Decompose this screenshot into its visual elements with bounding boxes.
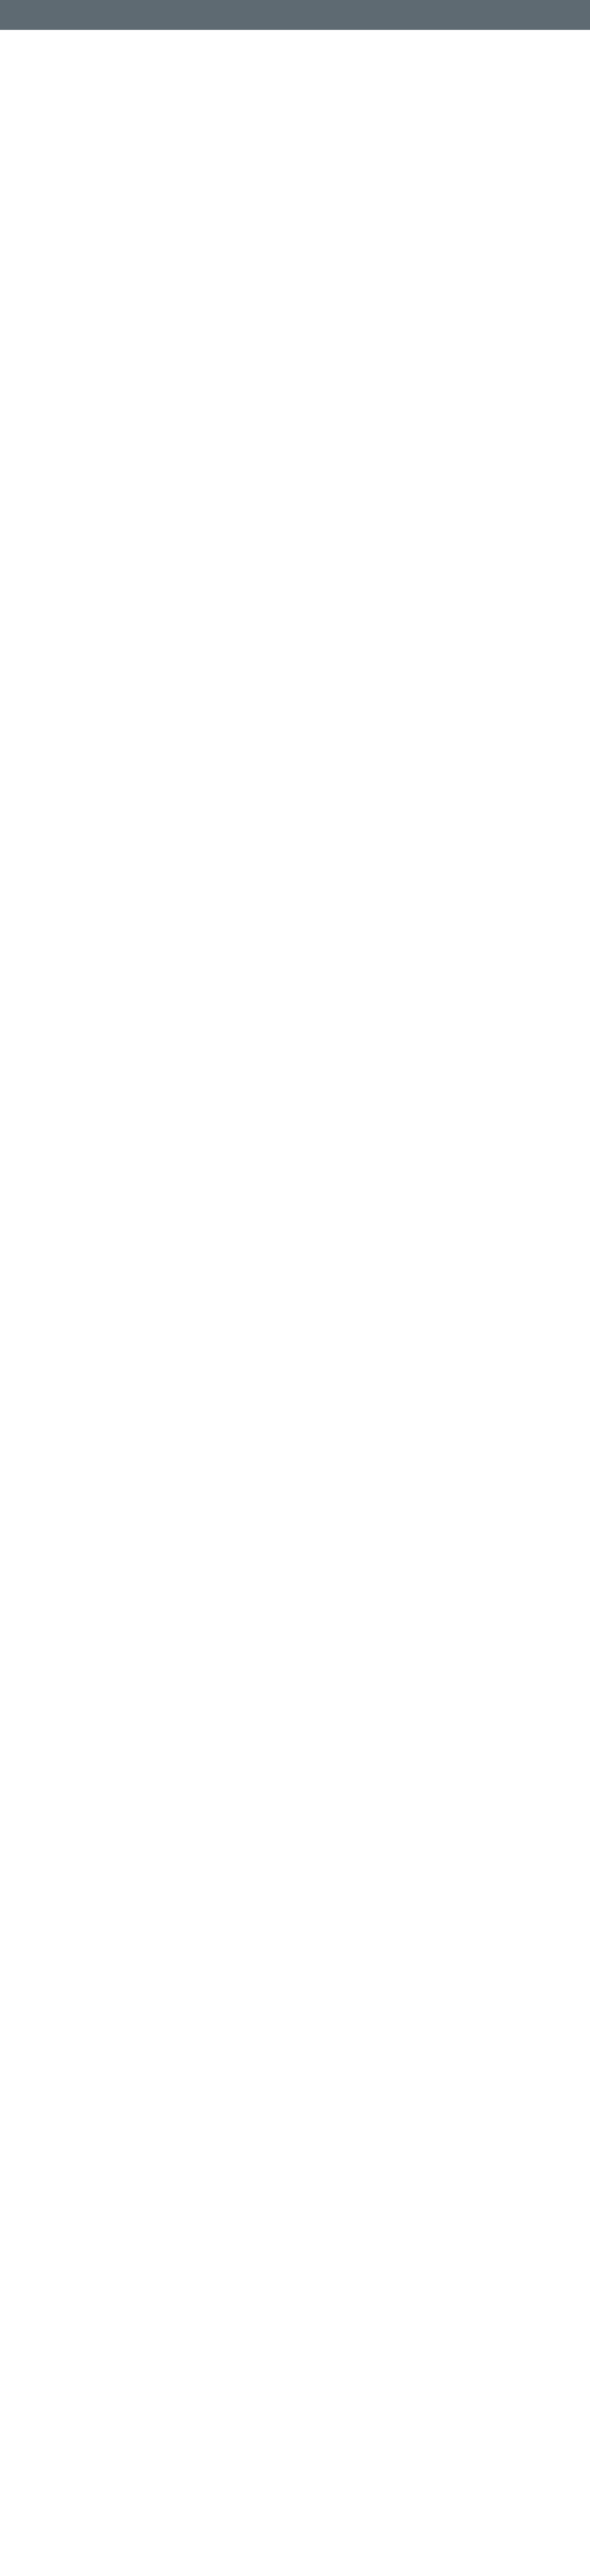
table-header [0,0,590,30]
